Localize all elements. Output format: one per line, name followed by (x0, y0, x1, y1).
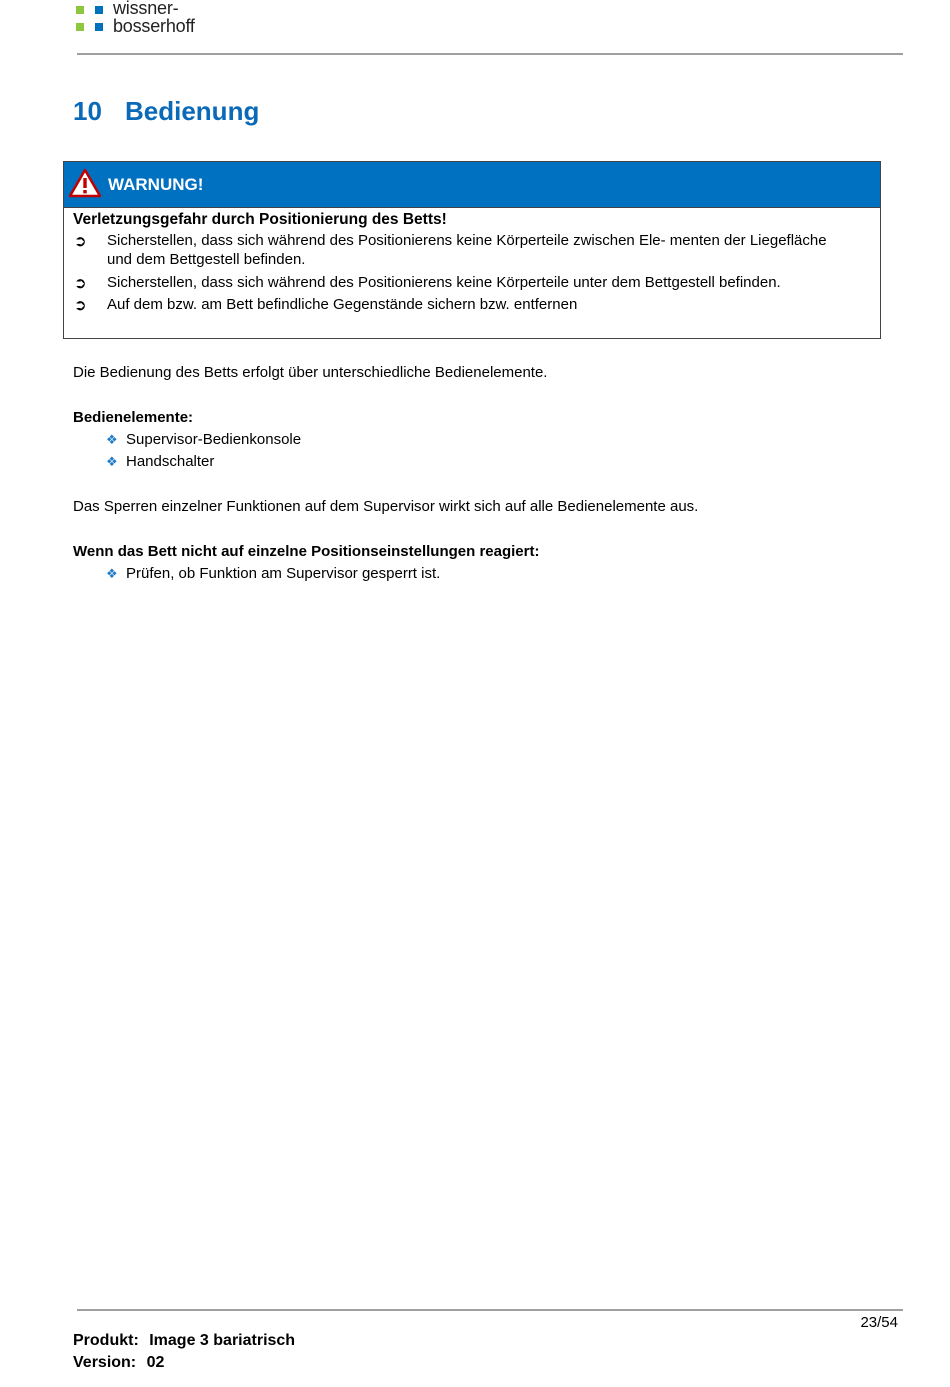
warning-header (64, 162, 880, 207)
section-title: Bedienung (125, 96, 260, 126)
section-number: 10 (73, 96, 102, 126)
version-label: Version: (73, 1354, 137, 1371)
intro-paragraph: Die Bedienung des Betts erfolgt über unterschiedliche Bedienelemente. (73, 364, 548, 381)
arrow-bullet-icon: ➲ (74, 233, 87, 250)
logo-square-blue (95, 6, 103, 14)
logo-text-line2: bosserhoff (113, 16, 195, 36)
page-number: 23/54 (860, 1314, 898, 1331)
elements-heading: Bedienelemente: (73, 409, 194, 426)
diamond-bullet-icon: ❖ (106, 454, 118, 469)
logo-square-green (76, 6, 84, 14)
logo-text-line1: wissner- (113, 0, 179, 18)
warning-item: Sicherstellen, dass sich während des Positionierens keine Körperteile unter dem Bettgestell befinden. (107, 274, 781, 291)
arrow-bullet-icon: ➲ (74, 275, 87, 292)
lock-note: Das Sperren einzelner Funktionen auf dem Supervisor wirkt sich auf alle Bedienelemente aus. (73, 498, 699, 515)
product-label: Produkt: (73, 1332, 139, 1349)
footer-rule (77, 1309, 903, 1311)
footer-version (73, 1354, 164, 1372)
list-item: Supervisor-Bedienkonsole (126, 431, 302, 448)
logo-square-blue (95, 23, 103, 31)
footer-product (73, 1332, 295, 1350)
logo-square-green (76, 23, 84, 31)
warning-item: Auf dem bzw. am Bett befindliche Gegenstände sichern bzw. entfernen (107, 296, 578, 313)
list-item: Handschalter (126, 453, 215, 470)
warning-item: und dem Bettgestell befinden. (107, 251, 306, 268)
product-value: Image 3 bariatrisch (149, 1332, 296, 1349)
header-rule (77, 53, 903, 55)
company-logo (76, 0, 236, 36)
version-value: 02 (146, 1354, 165, 1371)
section-heading (73, 96, 259, 127)
warning-title: WARNUNG! (108, 175, 204, 194)
divider (64, 207, 880, 208)
diamond-bullet-icon: ❖ (106, 432, 118, 447)
arrow-bullet-icon: ➲ (74, 297, 87, 314)
warning-subtitle: Verletzungsgefahr durch Positionierung des Betts! (73, 211, 447, 228)
troubleshoot-heading: Wenn das Bett nicht auf einzelne Positionseinstellungen reagiert: (73, 543, 540, 560)
warning-triangle-icon (69, 167, 101, 199)
diamond-bullet-icon: ❖ (106, 566, 118, 581)
warning-item: Sicherstellen, dass sich während des Positionierens keine Körperteile zwischen Ele- menten der Liegefläche (107, 232, 827, 249)
list-item: Prüfen, ob Funktion am Supervisor gesperrt ist. (126, 565, 441, 582)
